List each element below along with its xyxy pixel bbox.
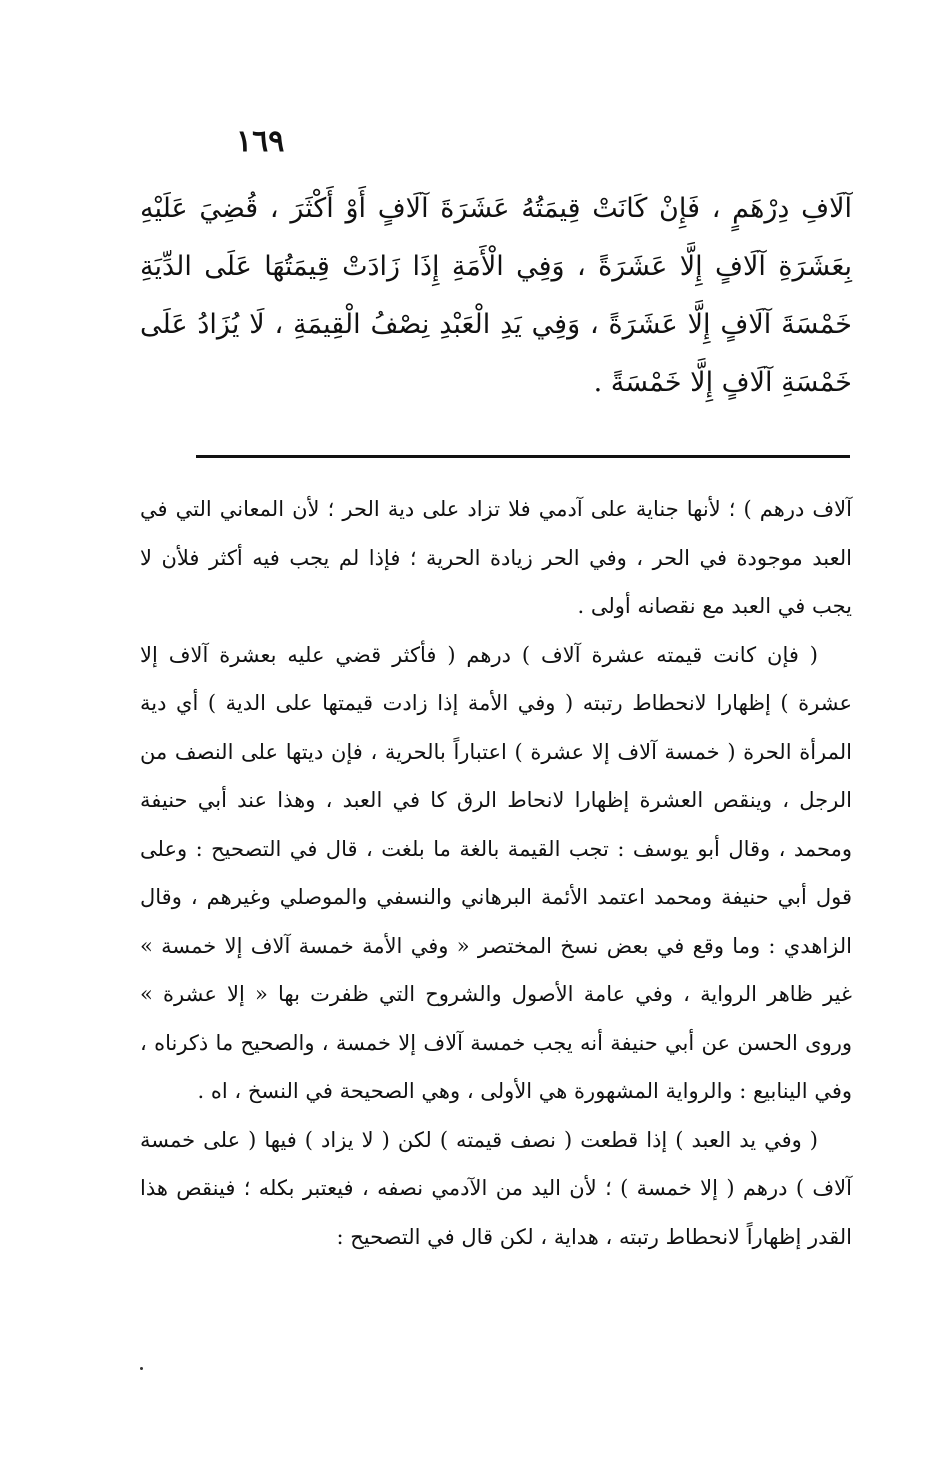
commentary-paragraph-2: ( فإن كانت قيمته عشرة آلاف ) درهم ( فأكثر قضي عليه بعشرة آلاف إلا عشرة ) إظهارا لانحطاط رتبته ( وفي الأمة إذا زادت قيمتها على الدية ) أي دية المرأة الحرة ( خمسة آلاف إلا عشرة ) اعتباراً بالحرية ، فإن ديتها على النصف من الرجل ، وينقص العشرة إظهارا لانحاط الرق كا في العبد ، وهذا عند أبي حنيفة ومحمد ، وقال أبو يوسف : تجب القيمة بالغة ما بلغت ، قال في التصحيح : وعلى قول أبي حنيفة ومحمد اعتمد الأئمة البرهاني والنسفي والموصلي وغيرهم ، وقال الزاهدي : وما وقع في بعض نسخ المختصر « وفي الأمة خمسة آلاف إلا خمسة » غير ظاهر الرواية ، وفي عامة الأصول والشروح التي ظفرت بها « إلا عشرة » وروى الحسن عن أبي حنيفة أنه يجب خمسة آلاف إلا خمسة ، والصحيح ما ذكرناه ، وفي الينابيع : والرواية المشهورة هي الأولى ، وهي الصحيحة في النسخ ، اه . (140, 642, 852, 1103)
commentary-paragraph-3: ( وفي يد العبد ) إذا قطعت ( نصف قيمته ) لكن ( لا يزاد ) فيها ( على خمسة آلاف ) درهم ( إلا خمسة ) ؛ لأن اليد من الآدمي نصفه ، فيعتبر بكله ؛ فينقص هذا القدر إظهاراً لانحطاط رتبته ، هداية ، لكن قال في التصحيح : (140, 1127, 852, 1249)
page-number: ١٦٩ (236, 124, 285, 159)
main-text-block (140, 180, 852, 412)
main-text-paragraph: آلَافِ دِرْهَمٍ ، فَإِنْ كَانَتْ قِيمَتُهُ عَشَرَةَ آلَافٍ أَوْ أَكْثَرَ ، قُضِيَ عَلَيْهِ بِعَشَرَةِ آلَافٍ إِلَّا عَشَرَةً ، وَفِي الْأَمَةِ إِذَا زَادَتْ قِيمَتُهَا عَلَى الدِّيَةِ خَمْسَةَ آلَافٍ إِلَّا عَشَرَةً ، وَفِي يَدِ الْعَبْدِ نِصْفُ الْقِيمَةِ ، لَا يُزَادُ عَلَى خَمْسَةِ آلَافٍ إِلَّا خَمْسَةً . (140, 193, 852, 398)
page-speck (140, 1367, 143, 1370)
commentary-block (140, 485, 852, 1261)
commentary-paragraph-1: آلاف درهم ) ؛ لأنها جناية على آدمي فلا تزاد على دية الحر ؛ لأن المعاني التي في العبد موجودة في الحر ، وفي الحر زيادة الحرية ؛ فإذا لم يجب فيه أكثر فلأن لا يجب في العبد مع نقصانه أولى . (140, 497, 852, 618)
footnote-divider (196, 455, 850, 458)
